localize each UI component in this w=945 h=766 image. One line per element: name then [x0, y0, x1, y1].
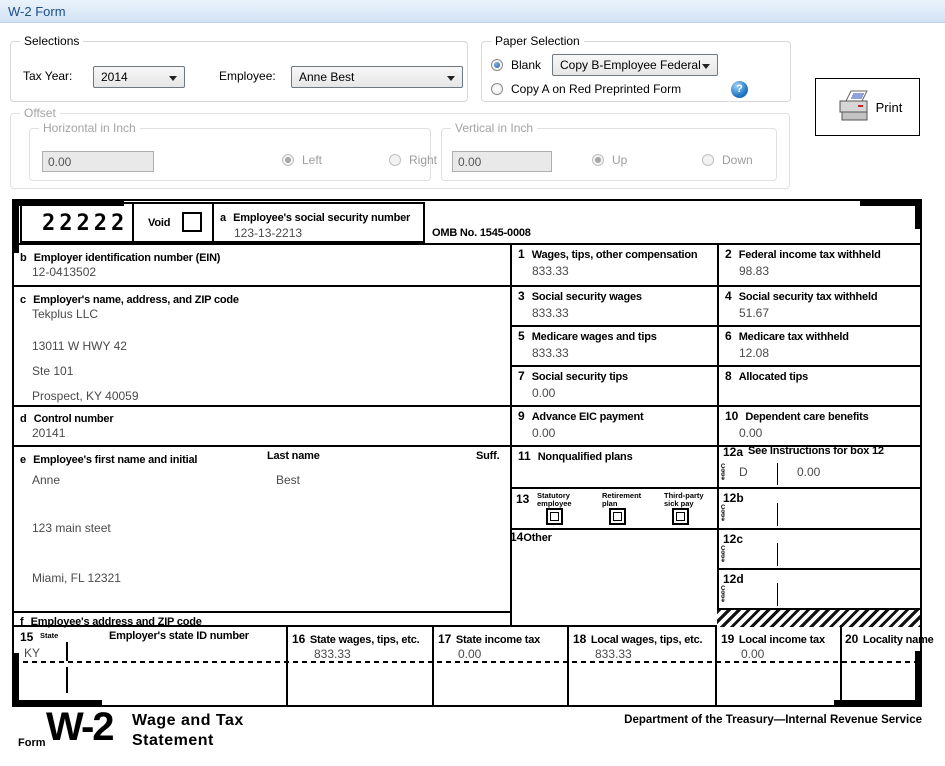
box-17-value: 0.00 [458, 647, 482, 661]
omb-number: OMB No. 1545-0008 [432, 227, 531, 239]
box-3: 3 Social security wages 833.33 [518, 289, 642, 320]
form-title-line1: Wage and Tax [132, 712, 244, 729]
paper-selection-group [481, 34, 791, 102]
box-11: 11 Nonqualified plans [518, 449, 633, 463]
right-radio-label[interactable]: Right [409, 153, 438, 167]
blank-radio[interactable] [491, 59, 503, 71]
box-16-value: 833.33 [314, 647, 351, 661]
vertical-offset-label: Vertical in Inch [451, 121, 537, 136]
control-code-box [20, 202, 425, 243]
chevron-down-icon [702, 64, 710, 69]
statutory-employee-checkbox [546, 508, 563, 525]
form-name: W-2 [46, 705, 113, 749]
box-c-label: c Employer's name, address, and ZIP code [20, 294, 239, 306]
box-12a-value: 0.00 [797, 465, 821, 479]
box-4: 4 Social security tax withheld 51.67 [725, 289, 878, 320]
help-icon[interactable]: ? [731, 81, 748, 98]
box-7: 7 Social security tips 0.00 [518, 369, 628, 400]
vertical-offset-group [441, 121, 777, 181]
paper-selection-group-label: Paper Selection [491, 34, 584, 49]
corner-mark [860, 199, 922, 206]
tax-year-dropdown[interactable] [93, 66, 185, 88]
box-15-num: 15 [20, 630, 34, 644]
printer-icon [833, 88, 875, 129]
suff-label: Suff. [476, 450, 500, 462]
selections-group-label: Selections [20, 34, 83, 49]
retirement-plan-label: Retirement plan [602, 491, 642, 508]
control-code: 22222 [42, 211, 129, 236]
employee-dropdown[interactable] [291, 66, 463, 88]
box-2: 2 Federal income tax withheld 98.83 [725, 247, 881, 278]
form-word: Form [18, 737, 46, 749]
up-radio-label[interactable]: Up [612, 153, 628, 167]
left-radio-label[interactable]: Left [302, 153, 323, 167]
chevron-down-icon [447, 76, 455, 81]
box-d-label: d Control number [20, 413, 114, 425]
box-19-value: 0.00 [741, 647, 765, 661]
employee-value: Anne Best [299, 70, 355, 84]
copy-type-value: Copy B-Employee Federal [560, 58, 701, 72]
form-title-line2: Statement [132, 732, 214, 749]
horizontal-offset-group [29, 121, 438, 181]
employer-suite: Ste 101 [32, 364, 74, 378]
box-8: 8 Allocated tips [725, 369, 809, 383]
box-18-label: 18 Local wages, tips, etc. [573, 632, 703, 646]
left-radio[interactable] [282, 154, 294, 166]
box-15-state-label: State [40, 631, 59, 640]
employee-last-name: Best [276, 473, 301, 487]
hatched-area [717, 608, 920, 627]
box-5: 5 Medicare wages and tips 833.33 [518, 329, 657, 360]
blank-radio-label[interactable]: Blank [511, 58, 542, 72]
third-party-sick-pay-label: Third-party sick pay [664, 491, 704, 508]
box-b-label: b Employer identification number (EIN) [20, 252, 221, 264]
box-12a: 12a See Instructions for box 12 Code D 0.00 [717, 445, 920, 487]
box-a-value: 123-13-2213 [234, 226, 303, 240]
selections-group [10, 34, 468, 102]
offset-group-label: Offset [20, 106, 60, 121]
w2-form-preview [12, 199, 934, 707]
down-radio-label[interactable]: Down [722, 153, 753, 167]
tax-year-label: Tax Year: [23, 69, 73, 83]
print-button[interactable] [815, 78, 920, 136]
employee-street: 123 main steet [32, 521, 111, 535]
third-party-sick-pay-checkbox [672, 508, 689, 525]
box-14: 14Other [510, 530, 552, 544]
box-15-id-label: Employer's state ID number [109, 630, 249, 642]
corner-mark [834, 700, 922, 707]
box-d-value: 20141 [32, 426, 66, 440]
copy-a-radio[interactable] [491, 83, 503, 95]
employee-city: Miami, FL 12321 [32, 571, 121, 585]
box-12b: 12b Code [717, 487, 920, 528]
down-radio[interactable] [702, 154, 714, 166]
horizontal-offset-input[interactable] [42, 151, 154, 172]
window-title: W-2 Form [0, 0, 945, 23]
box-e-label: e Employee's first name and initial [20, 454, 198, 466]
box-6: 6 Medicare tax withheld 12.08 [725, 329, 849, 360]
void-checkbox [182, 212, 202, 232]
box-b-value: 12-0413502 [32, 265, 97, 279]
box-12d: 12d Code [717, 568, 920, 608]
employer-city: Prospect, KY 40059 [32, 389, 139, 403]
up-radio[interactable] [592, 154, 604, 166]
right-radio[interactable] [389, 154, 401, 166]
box-1: 1 Wages, tips, other compensation 833.33 [518, 247, 698, 278]
box-18-value: 833.33 [595, 647, 632, 661]
employee-label: Employee: [219, 69, 276, 83]
box-12a-code: D [739, 465, 748, 479]
copy-type-dropdown[interactable] [552, 54, 718, 76]
box-13: 13 Statutory employee Retirement plan Third-party sick pay [510, 487, 717, 528]
tax-year-value: 2014 [101, 70, 128, 84]
horizontal-offset-label: Horizontal in Inch [39, 121, 140, 136]
print-button-label: Print [875, 99, 903, 115]
copy-a-radio-label[interactable]: Copy A on Red Preprinted Form [511, 82, 682, 96]
chevron-down-icon [169, 76, 177, 81]
corner-mark [915, 651, 922, 707]
treasury-dept-label: Department of the Treasury—Internal Revenue Service [624, 714, 922, 726]
statutory-employee-label: Statutory employee [537, 491, 572, 508]
employer-name: Tekplus LLC [32, 307, 99, 321]
box-9: 9 Advance EIC payment 0.00 [518, 409, 644, 440]
box-17-label: 17 State income tax [438, 632, 541, 646]
void-label: Void [148, 217, 171, 229]
box-15-state-value: KY [24, 646, 41, 660]
offset-group [10, 106, 790, 189]
corner-mark [915, 199, 922, 229]
last-name-label: Last name [267, 450, 320, 462]
box-19-label: 19 Local income tax [721, 632, 825, 646]
employee-first-name: Anne [32, 473, 61, 487]
box-12c: 12c Code [717, 528, 920, 568]
box-10: 10 Dependent care benefits 0.00 [725, 409, 869, 440]
box-a-label: a Employee's social security number [220, 212, 411, 224]
vertical-offset-input[interactable] [452, 151, 552, 172]
employer-street: 13011 W HWY 42 [32, 339, 127, 353]
box-f-label: f Employee's address and ZIP code [20, 616, 202, 628]
box-20-label: 20 Locality name [845, 632, 934, 646]
box-16-label: 16 State wages, tips, etc. [292, 632, 420, 646]
retirement-plan-checkbox [609, 508, 626, 525]
